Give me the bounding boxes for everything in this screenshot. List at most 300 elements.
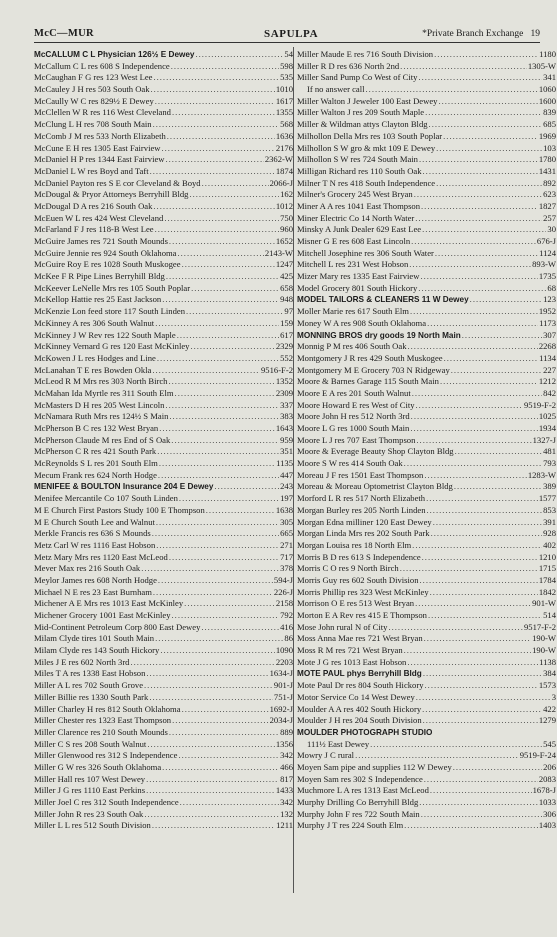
dot-leader: [150, 166, 275, 178]
listing-name: McEuen W L res 424 West Cleveland: [34, 212, 164, 223]
phone-number: 685: [543, 119, 556, 130]
phone-number: 243: [280, 481, 293, 492]
listing-entry: [34, 797, 293, 809]
listing-entry: [297, 330, 556, 342]
dot-leader: [418, 72, 542, 84]
phone-number: 86: [284, 633, 293, 644]
listing-name: Miner Electric Co 14 North Water: [297, 212, 415, 223]
listing-name: McDougal & Pryor Attorneys Berryhill Bldg: [34, 189, 189, 200]
dot-leader: [436, 143, 542, 155]
phone-number: 378: [280, 563, 293, 574]
phone-number: 1431: [538, 165, 556, 176]
listing-entry: [34, 353, 293, 365]
phone-number: 1692-J: [269, 703, 293, 714]
listing-entry: [34, 189, 293, 201]
listing-name: Moss R M res 721 West Bryan: [297, 645, 403, 656]
phone-number: 1827: [538, 200, 556, 211]
dot-leader: [165, 400, 279, 412]
listing-name: McReynolds S L res 201 South Elm: [34, 458, 158, 469]
listing-entry: [297, 107, 556, 119]
phone-number: 889: [280, 726, 293, 737]
listing-entry: [297, 201, 556, 213]
dot-leader: [416, 435, 531, 447]
listing-entry: [297, 470, 556, 482]
phone-number: 1842: [538, 586, 556, 597]
listing-name: Miller John R res 23 South Oak: [34, 808, 144, 819]
listing-entry: [34, 248, 293, 260]
listing-name: McCaully W C res 829½ E Dewey: [34, 95, 154, 106]
listing-name: Mitchell Josephine res 306 South Water: [297, 247, 434, 258]
listing-entry: [34, 49, 293, 61]
phone-number: 1138: [539, 656, 556, 667]
listing-name: Metz Mary Mrs res 1120 East McLeod: [34, 551, 168, 562]
listing-entry: [297, 423, 556, 435]
phone-number: 676-J: [536, 236, 556, 246]
listing-name: McClung L H res 708 South Main: [34, 119, 152, 130]
listing-entry: [297, 84, 556, 96]
dot-leader: [195, 49, 283, 61]
listing-name: Moyen Sam res 302 S Independence: [297, 773, 423, 784]
listing-entry: [34, 505, 293, 517]
listing-entry: [34, 750, 293, 762]
phone-number: 959: [280, 434, 293, 445]
phone-number: 1355: [275, 107, 293, 118]
listing-name: Muchmore L A res 1313 East McLeod: [297, 785, 429, 796]
listing-name: McGuire James res 721 South Mounds: [34, 236, 168, 246]
listing-entry: [34, 668, 293, 680]
dot-leader: [451, 365, 542, 377]
phone-number: 1010: [275, 84, 293, 95]
listing-name: Miller R D res 636 North 2nd: [297, 60, 400, 71]
phone-number: 159: [280, 317, 293, 328]
dot-leader: [157, 353, 279, 365]
listing-name: Money W A res 908 South Oklahoma: [297, 317, 427, 328]
dot-leader: [162, 294, 279, 306]
dot-leader: [429, 119, 543, 131]
listing-entry: [34, 622, 293, 634]
phone-number: 422: [543, 703, 556, 714]
listing-entry: [34, 411, 293, 423]
listing-entry: [297, 294, 556, 306]
dot-leader: [169, 411, 279, 423]
listing-name: McKellop Hattie res 25 East Jackson: [34, 294, 162, 305]
listing-name: McCauley J H res 503 South Oak: [34, 84, 150, 95]
phone-number: 545: [543, 738, 556, 749]
dot-leader: [410, 306, 538, 318]
phone-number: 853: [543, 504, 556, 515]
listing-name: McDaniel L W res Boyd and Taft: [34, 165, 149, 176]
phone-number: 1636: [275, 130, 293, 141]
dot-leader: [151, 84, 275, 96]
dot-leader: [146, 774, 279, 786]
listing-entry: [297, 505, 556, 517]
dot-leader: [404, 820, 538, 832]
listing-name: Montgomery J R res 429 South Muskogee: [297, 352, 443, 363]
phone-number: 206: [543, 761, 556, 772]
phone-number: 817: [280, 773, 293, 784]
phone-number: 2203: [275, 656, 293, 667]
listing-entry: [297, 622, 556, 634]
dot-leader: [420, 575, 538, 587]
dot-leader: [182, 259, 275, 271]
phone-number: 623: [543, 189, 556, 200]
listing-entry: [34, 739, 293, 751]
phone-number: 1780: [538, 154, 556, 165]
phone-number: 1135: [276, 458, 293, 469]
listing-name: Michener A E Mrs res 1013 East McKinley: [34, 598, 184, 609]
listing-name: McKee F R Pipe Lines Berryhill Bldg: [34, 271, 165, 282]
dot-leader: [436, 178, 542, 190]
dot-leader: [366, 84, 538, 96]
dot-leader: [409, 259, 531, 271]
phone-number: 226-J: [273, 586, 293, 597]
phone-number: 535: [280, 72, 293, 83]
listing-name: Model Grocery 801 South Hickory: [297, 282, 418, 293]
listing-name: Miller J G res 1110 East Perkins: [34, 785, 146, 796]
dot-leader: [201, 622, 279, 634]
phone-number: 1643: [275, 423, 293, 433]
phone-number: 3: [551, 691, 556, 702]
phone-number: 341: [543, 72, 556, 83]
dot-leader: [400, 563, 538, 575]
left-column: [34, 49, 293, 832]
dot-leader: [444, 353, 539, 365]
dot-leader: [418, 283, 546, 295]
listing-entry: [34, 540, 293, 552]
phone-number: 342: [280, 750, 293, 761]
phone-number: 1934: [538, 423, 556, 433]
listing-entry: [297, 154, 556, 166]
dot-leader: [158, 575, 273, 587]
listing-name: McDaniel H P res 1344 East Fairview: [34, 154, 165, 165]
listing-name: Miles T A res 1338 East Hobson: [34, 668, 146, 679]
listing-entry: [34, 657, 293, 669]
listing-name: Miller C S res 208 South Walnut: [34, 738, 147, 749]
listing-name: Morris Phillip res 323 West McKinley: [297, 586, 429, 597]
phone-number: 1573: [538, 680, 556, 691]
listing-entry: [34, 458, 293, 470]
listing-name: 111½ East Dewey: [307, 738, 370, 749]
listing-entry: [34, 517, 293, 529]
phone-number: 839: [543, 107, 556, 118]
listing-name: Miller G W res 326 South Oklahoma: [34, 761, 162, 772]
phone-number: 1124: [539, 247, 556, 258]
listing-entry: [297, 774, 556, 786]
listing-entry: [297, 517, 556, 529]
dot-leader: [433, 517, 542, 529]
listing-name: Murphy John F res 722 South Main: [297, 808, 420, 819]
dot-leader: [164, 213, 279, 225]
dot-leader: [190, 341, 274, 353]
dot-leader: [420, 271, 537, 283]
dot-leader: [152, 528, 279, 540]
phone-number: 1403: [538, 820, 556, 831]
listing-name: Morgan Louisa res 18 North Elm: [297, 539, 412, 550]
dot-leader: [455, 446, 543, 458]
listing-entry: [297, 715, 556, 727]
listing-name: Morgan Linda Mrs res 202 South Park: [297, 528, 430, 539]
dot-leader: [157, 446, 279, 458]
dot-leader: [424, 633, 531, 645]
dot-leader: [412, 388, 542, 400]
listing-name: Merkle Francis res 636 S Mounds: [34, 528, 151, 539]
dot-leader: [191, 283, 279, 295]
dot-leader: [156, 517, 279, 529]
dot-leader: [171, 435, 279, 447]
listing-entry: [34, 633, 293, 645]
phone-number: 97: [284, 306, 293, 317]
listing-entry: [297, 306, 556, 318]
dot-leader: [434, 49, 538, 61]
listing-entry: [34, 213, 293, 225]
dot-leader: [162, 762, 279, 774]
phone-number: 257: [543, 212, 556, 223]
listing-entry: [34, 680, 293, 692]
listing-name: Morgan Edna milliner 120 East Dewey: [297, 516, 432, 527]
listing-name: M E Church First Pastors Study 100 E Thompson: [34, 504, 205, 515]
phone-number: 481: [543, 446, 556, 457]
listing-entry: [297, 283, 556, 295]
dot-leader: [146, 668, 268, 680]
phone-number: 425: [280, 271, 293, 282]
phone-number: 337: [280, 399, 293, 410]
listing-entry: [34, 341, 293, 353]
listing-entry: [297, 797, 556, 809]
listing-entry: [297, 388, 556, 400]
phone-number: 901-W: [532, 598, 556, 609]
listing-entry: [297, 248, 556, 260]
listing-entry: [297, 563, 556, 575]
dot-leader: [167, 131, 275, 143]
dot-leader: [462, 330, 542, 342]
listing-name: Moulder J H res 204 South Division: [297, 715, 422, 726]
dot-leader: [423, 668, 542, 680]
dot-leader: [166, 271, 279, 283]
listing-name: Milner's Grocery 245 West Bryan: [297, 189, 413, 200]
listing-entry: [34, 283, 293, 295]
pbx-note: *Private Branch Exchange: [422, 29, 524, 39]
listing-name: Miller Walton J res 209 South Maple: [297, 107, 425, 118]
listing-entry: [297, 668, 556, 680]
listing-entry: [297, 143, 556, 155]
phone-number: 1173: [539, 317, 556, 328]
listing-name: Miller Glenwood res 312 S Independence: [34, 750, 178, 761]
listing-name: Miner A A res 1041 East Thompson: [297, 200, 421, 211]
phone-number: 568: [280, 119, 293, 130]
phone-number: 717: [280, 551, 293, 562]
listing-entry: [297, 610, 556, 622]
listing-name: McPherson B C res 132 West Bryan: [34, 423, 159, 433]
listing-entry: [34, 154, 293, 166]
dot-leader: [158, 470, 279, 482]
phone-number: 9517-F-2: [524, 621, 556, 632]
phone-number: 9519-F-2: [524, 399, 556, 410]
listing-entry: [297, 318, 556, 330]
listing-entry: [34, 575, 293, 587]
listing-entry: [34, 481, 293, 493]
dot-leader: [159, 458, 275, 470]
phone-number: 1638: [275, 504, 293, 515]
listing-name: Morris Guy res 602 South Division: [297, 574, 419, 585]
dot-leader: [427, 505, 543, 517]
phone-number: 306: [543, 808, 556, 819]
phone-number: 1634-J: [269, 668, 293, 679]
listing-entry: [34, 224, 293, 236]
listing-name: Moore L J res 707 East Thompson: [297, 434, 416, 445]
listing-name: Motor Service Co 14 West Dewey: [297, 691, 415, 702]
listing-entry: [34, 552, 293, 564]
listing-name: McKenzie Lon feed store 117 South Linden: [34, 306, 185, 317]
listing-name: Milligan Richard res 110 South Oak: [297, 165, 422, 176]
dot-leader: [370, 739, 542, 751]
listing-entry: [297, 49, 556, 61]
listing-name: Murphy J T res 224 South Elm: [297, 820, 404, 831]
listing-name: McCallum C L res 608 S Independence: [34, 60, 170, 71]
phone-number: 2329: [275, 341, 293, 352]
listing-entry: [34, 435, 293, 447]
dot-leader: [152, 365, 260, 377]
phone-number: 1211: [276, 820, 293, 831]
phone-number: 2268: [538, 341, 556, 352]
phone-number: 103: [543, 142, 556, 153]
dot-leader: [407, 657, 538, 669]
dot-leader: [453, 762, 542, 774]
dot-leader: [404, 645, 532, 657]
listing-entry: [297, 61, 556, 73]
listing-entry: [34, 271, 293, 283]
listing-name: McDaniel Payton res S E cor Cleveland & Boyd: [34, 177, 201, 188]
listing-entry: [297, 435, 556, 447]
phone-number: 1305-W: [527, 60, 556, 71]
phone-number: 1678-J: [532, 785, 556, 796]
phone-number: 307: [543, 329, 556, 340]
phone-number: 416: [280, 621, 293, 632]
listing-entry: [34, 178, 293, 190]
listing-name: Misner G E res 608 East Lincoln: [297, 236, 411, 246]
listing-name: McMahan Ida Myrtle res 311 South Elm: [34, 387, 174, 398]
header-note-and-page: [422, 28, 540, 40]
phone-number: 190-W: [532, 633, 556, 644]
phone-number: 2158: [275, 598, 293, 609]
dot-leader: [423, 166, 538, 178]
phone-number: 227: [543, 364, 556, 375]
listing-name: Michael N E res 23 East Burnham: [34, 586, 152, 597]
listing-name: Mote Paul Dr res 804 South Hickory: [297, 680, 424, 691]
listing-entry: [297, 598, 556, 610]
listing-name: Mid-Continent Petroleum Corp 800 East Dewey: [34, 621, 201, 632]
listing-entry: [34, 72, 293, 84]
phone-number: 305: [280, 516, 293, 527]
phone-number: 1356: [275, 738, 293, 749]
listing-name: McCune E H res 1305 East Fairview: [34, 142, 161, 153]
alpha-range: McC—MUR: [34, 28, 94, 39]
dot-leader: [152, 820, 275, 832]
listing-entry: [34, 318, 293, 330]
listing-entry: [297, 739, 556, 751]
dot-leader: [182, 704, 269, 716]
dot-leader: [400, 61, 527, 73]
dot-leader: [414, 189, 542, 201]
listing-name: McPherson Claude M res End of S Oak: [34, 434, 171, 445]
listing-entry: [297, 727, 556, 739]
listing-entry: [34, 330, 293, 342]
dot-leader: [431, 528, 543, 540]
listing-name: MONNING BROS dry goods 19 North Main: [297, 330, 461, 340]
dot-leader: [155, 96, 275, 108]
dot-leader: [147, 739, 275, 751]
listing-name: McPherson C R res 421 South Park: [34, 446, 157, 457]
phone-number: 1735: [538, 271, 556, 282]
dot-leader: [153, 72, 279, 84]
phone-number: 132: [280, 808, 293, 819]
phone-number: 190-W: [532, 645, 556, 656]
phone-number: 1279: [538, 715, 556, 726]
listing-entry: [297, 400, 556, 412]
listing-entry: [34, 259, 293, 271]
dot-leader: [425, 107, 542, 119]
dot-leader: [169, 552, 279, 564]
dot-leader: [415, 213, 542, 225]
listing-entry: [34, 528, 293, 540]
phone-number: 1969: [538, 130, 556, 141]
listing-name: Milner T N res 418 South Independence: [297, 177, 436, 188]
phone-number: 901-J: [273, 680, 293, 691]
listing-name: McKinney A res 306 South Walnut: [34, 317, 155, 328]
dot-leader: [160, 645, 274, 657]
listing-entry: [297, 820, 556, 832]
listing-entry: [297, 411, 556, 423]
listing-entry: [34, 365, 293, 377]
dot-leader: [426, 493, 538, 505]
dot-leader: [416, 400, 523, 412]
listing-entry: [34, 470, 293, 482]
phone-number: 594-J: [273, 574, 293, 585]
phone-number: 948: [280, 294, 293, 305]
listing-name: Morris B D res 613 S Independence: [297, 551, 421, 562]
phone-number: 1715: [538, 563, 556, 574]
listing-name: Morton E A Rev res 415 E Thompson: [297, 610, 427, 620]
listing-name: McDougal D A res 216 South Oak: [34, 200, 153, 211]
dot-leader: [425, 680, 538, 692]
listing-name: Moore & Everage Beauty Shop Clayton Bldg: [297, 446, 454, 457]
listing-name: If no answer call: [307, 84, 365, 95]
listing-name: Miller Sand Pump Co West of City: [297, 72, 418, 83]
listing-name: McCaughan F G res 123 West Lee: [34, 72, 153, 83]
phone-number: 1352: [275, 376, 293, 387]
listing-name: McClellen W R res 116 West Cleveland: [34, 107, 171, 118]
listing-entry: [297, 178, 556, 190]
listing-name: Miles J E res 602 North 3rd: [34, 656, 130, 667]
listing-entry: [297, 259, 556, 271]
phone-number: 2083: [538, 773, 556, 784]
dot-leader: [177, 330, 279, 342]
dot-leader: [435, 248, 538, 260]
listing-entry: [34, 96, 293, 108]
listing-name: Milhollon S W res 724 South Main: [297, 154, 418, 165]
dot-leader: [416, 692, 551, 704]
listing-name: Milam Clyde tires 101 South Main: [34, 633, 155, 644]
dot-leader: [165, 154, 263, 166]
listing-entry: [34, 107, 293, 119]
listing-name: Morgan Burley res 205 North Linden: [297, 504, 426, 515]
listing-entry: [297, 353, 556, 365]
dot-leader: [421, 809, 542, 821]
listing-entry: [297, 645, 556, 657]
dot-leader: [180, 797, 279, 809]
listing-entry: [34, 785, 293, 797]
listing-name: Moss Anna Mae res 721 West Bryan: [297, 633, 423, 644]
phone-number: 68: [547, 282, 556, 293]
